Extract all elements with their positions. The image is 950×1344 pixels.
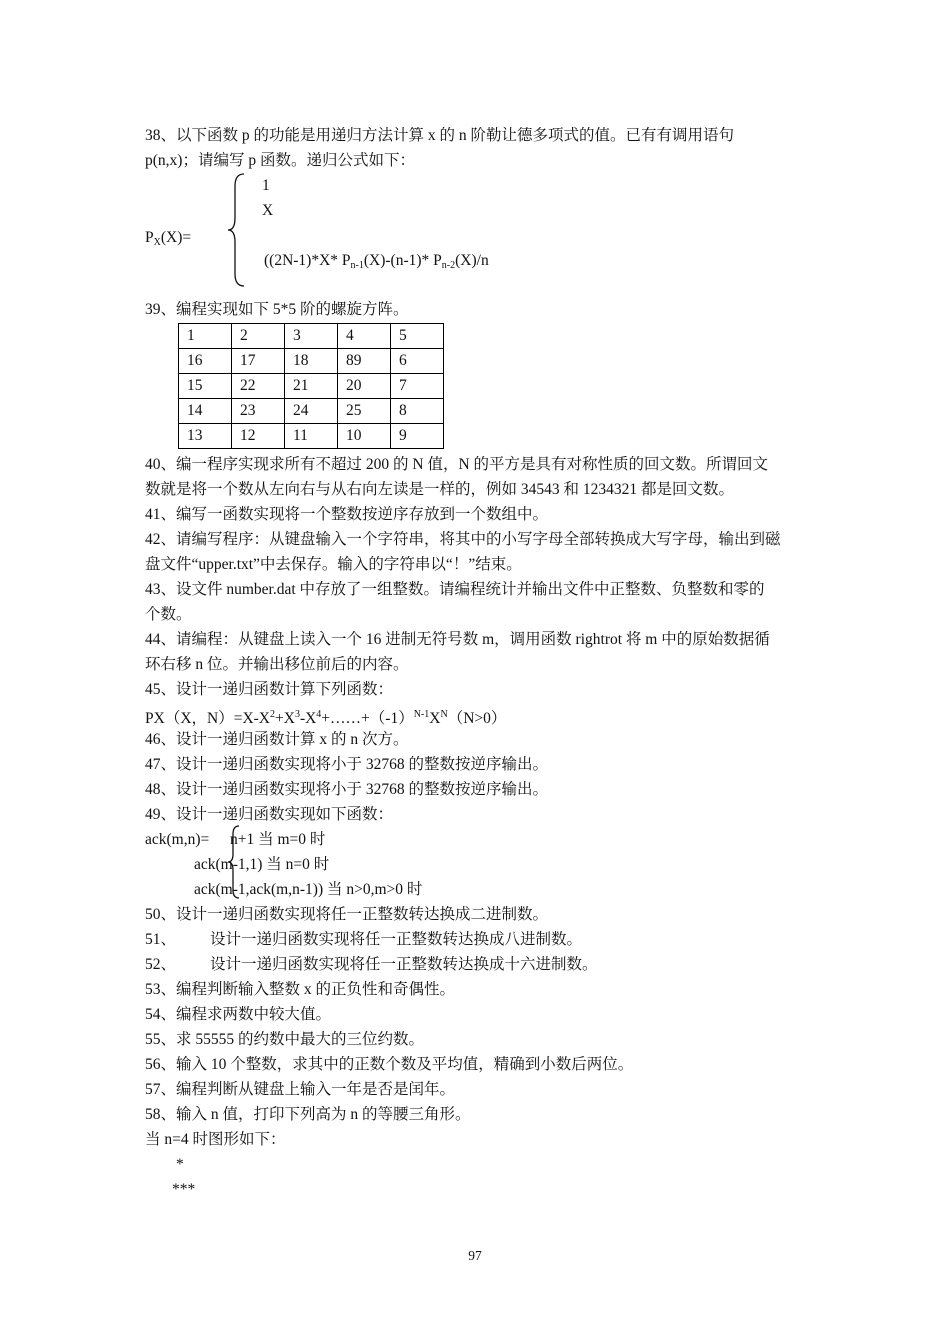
table-cell: 23 bbox=[232, 399, 285, 424]
q49-lhs: ack(m,n)= bbox=[145, 831, 210, 848]
table-cell: 21 bbox=[285, 374, 338, 399]
table-cell: 5 bbox=[391, 324, 444, 349]
q43-line2: 个数。 bbox=[145, 606, 192, 623]
q58-example: 当 n=4 时图形如下： bbox=[145, 1131, 286, 1148]
q39-title: 39、编程实现如下 5*5 阶的螺旋方阵。 bbox=[145, 301, 409, 318]
q46-text: 46、设计一递归函数计算 x 的 n 次方。 bbox=[145, 731, 409, 748]
q40-line1: 40、编一程序实现求所有不超过 200 的 N 值，N 的平方是具有对称性质的回文数。所谓回文 bbox=[145, 456, 769, 473]
page-number: 97 bbox=[468, 1248, 482, 1263]
q49-case3: ack(m-1,ack(m,n-1)) 当 n>0,m>0 时 bbox=[194, 881, 423, 898]
table-cell: 3 bbox=[285, 324, 338, 349]
table-cell: 10 bbox=[338, 424, 391, 449]
q38-formula-lhs: PX(X)= bbox=[145, 229, 192, 248]
q50-text: 50、设计一递归函数实现将任一正整数转达换成二进制数。 bbox=[145, 906, 549, 923]
table-row bbox=[179, 424, 444, 449]
table-cell: 6 bbox=[391, 349, 444, 374]
table-row bbox=[179, 374, 444, 399]
table-cell: 13 bbox=[179, 424, 232, 449]
triangle-row-1: * bbox=[176, 1156, 184, 1173]
q45-title: 45、设计一递归函数计算下列函数： bbox=[145, 681, 394, 698]
q42-line2: 盘文件“upper.txt”中去保存。输入的字符串以“！”结束。 bbox=[145, 556, 522, 573]
table-cell: 20 bbox=[338, 374, 391, 399]
table-cell: 22 bbox=[232, 374, 285, 399]
q38-line1: 38、以下函数 p 的功能是用递归方法计算 x 的 n 阶勒让德多项式的值。已有有调用语句 bbox=[145, 127, 735, 144]
q48-text: 48、设计一递归函数实现将小于 32768 的整数按逆序输出。 bbox=[145, 781, 549, 798]
table-row bbox=[179, 324, 444, 349]
table-row bbox=[179, 349, 444, 374]
q42-line1: 42、请编写程序：从键盘输入一个字符串，将其中的小写字母全部转换成大写字母，输出到磁 bbox=[145, 531, 781, 548]
q53-text: 53、编程判断输入整数 x 的正负性和奇偶性。 bbox=[145, 981, 456, 998]
table-cell: 17 bbox=[232, 349, 285, 374]
table-cell: 14 bbox=[179, 399, 232, 424]
q38-curly-brace bbox=[226, 172, 248, 288]
q38-case1: 1 bbox=[262, 177, 270, 194]
table-cell: 12 bbox=[232, 424, 285, 449]
table-cell: 9 bbox=[391, 424, 444, 449]
q56-text: 56、输入 10 个整数，求其中的正数个数及平均值，精确到小数后两位。 bbox=[145, 1056, 634, 1073]
table-cell: 89 bbox=[338, 349, 391, 374]
table-cell: 4 bbox=[338, 324, 391, 349]
q41-text: 41、编写一函数实现将一个整数按逆序存放到一个数组中。 bbox=[145, 506, 549, 523]
q44-line2: 环右移 n 位。并输出移位前后的内容。 bbox=[145, 656, 409, 673]
triangle-row-2: *** bbox=[172, 1181, 196, 1198]
q57-text: 57、编程判断从键盘上输入一年是否是闰年。 bbox=[145, 1081, 456, 1098]
q55-text: 55、求 55555 的约数中最大的三位约数。 bbox=[145, 1031, 425, 1048]
spiral-matrix-table bbox=[178, 323, 444, 449]
table-row bbox=[179, 399, 444, 424]
table-cell: 15 bbox=[179, 374, 232, 399]
q45-formula: PX（X，$N)=X-X^2+X^3-X^4+\dots\dots+(-1)^{N-1}X^N(N>0)$ bbox=[145, 709, 507, 727]
q43-line1: 43、设文件 number.dat 中存放了一组整数。请编程统计并输出文件中正整数、负整数和零的 bbox=[145, 581, 765, 598]
q54-text: 54、编程求两数中较大值。 bbox=[145, 1006, 332, 1023]
table-cell: 18 bbox=[285, 349, 338, 374]
table-cell: 2 bbox=[232, 324, 285, 349]
table-cell: 1 bbox=[179, 324, 232, 349]
table-cell: 25 bbox=[338, 399, 391, 424]
table-cell: 24 bbox=[285, 399, 338, 424]
table-cell: 11 bbox=[285, 424, 338, 449]
q51-text: 51、 设计一递归函数实现将任一正整数转达换成八进制数。 bbox=[145, 931, 583, 948]
table-cell: 7 bbox=[391, 374, 444, 399]
q44-line1: 44、请编程：从键盘上读入一个 16 进制无符号数 m，调用函数 rightrot 将 m 中的原始数据循 bbox=[145, 631, 770, 648]
q38-case3: ((2N-1)*X* Pn-1(X)-(n-1)* Pn-2(X)/n bbox=[264, 252, 489, 271]
table-cell: 8 bbox=[391, 399, 444, 424]
q52-text: 52、 设计一递归函数实现将任一正整数转达换成十六进制数。 bbox=[145, 956, 598, 973]
q38-line2: p(n,x)；请编写 p 函数。递归公式如下： bbox=[145, 152, 415, 169]
q49-case1: n+1 当 m=0 时 bbox=[230, 831, 326, 848]
q49-case2: ack(m-1,1) 当 n=0 时 bbox=[194, 856, 330, 873]
q47-text: 47、设计一递归函数实现将小于 32768 的整数按逆序输出。 bbox=[145, 756, 549, 773]
q38-case2: X bbox=[262, 202, 274, 219]
table-cell: 16 bbox=[179, 349, 232, 374]
q49-title: 49、设计一递归函数实现如下函数： bbox=[145, 806, 394, 823]
q58-title: 58、输入 n 值，打印下列高为 n 的等腰三角形。 bbox=[145, 1106, 471, 1123]
q40-line2: 数就是将一个数从左向右与从右向左读是一样的，例如 34543 和 1234321 都是回文数。 bbox=[145, 481, 735, 498]
